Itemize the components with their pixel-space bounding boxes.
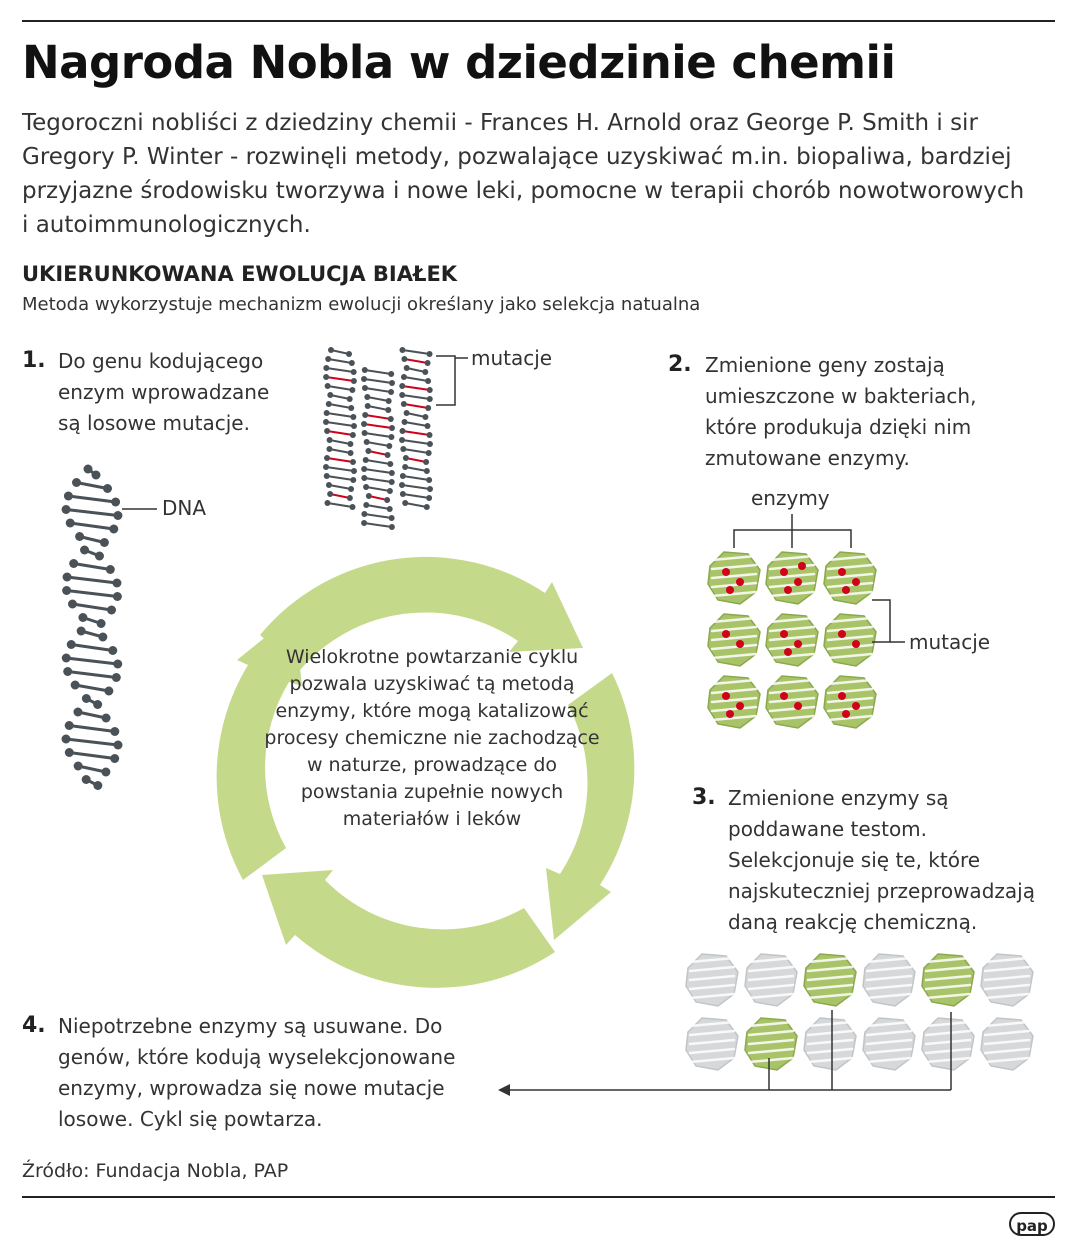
dna-mutation-rung (366, 493, 390, 503)
mutation-dot (838, 692, 846, 700)
step-1-number: 1. (22, 348, 46, 373)
step-4-text: Niepotrzebne enzymy są usuwane. Do genów, które kodują wyselekcjonowane enzymy, wprowadza się nowe mutacje losowe. Cykl się powtarza. (58, 1014, 456, 1131)
dna-rung (63, 667, 121, 682)
dna-rung (74, 762, 111, 777)
enzymes-bracket (734, 514, 851, 548)
dna-rung (73, 708, 110, 723)
discarded-enzyme (686, 1018, 738, 1070)
dna-mutation-rung (400, 428, 433, 438)
dna-rung (361, 475, 394, 485)
step-4-number: 4. (22, 1013, 46, 1038)
dna-rung (62, 586, 122, 601)
dna-rung (361, 511, 394, 521)
dna-rung (399, 392, 433, 402)
dna-rung (84, 465, 101, 480)
dna-rung (80, 546, 104, 561)
dna-mutation-rung (403, 455, 429, 465)
selected-enzymes-grid (686, 954, 1033, 1070)
discarded-enzyme (922, 1018, 974, 1070)
dna-rung (327, 392, 352, 402)
dna-rung (323, 464, 357, 474)
mutated-enzyme (766, 552, 818, 604)
mutated-enzyme (708, 614, 760, 666)
mutated-enzyme (824, 676, 876, 728)
mutation-dot (842, 710, 850, 718)
discarded-enzyme (863, 1018, 915, 1070)
mutation-dot (852, 640, 860, 648)
dna-rung (399, 347, 432, 357)
mutation-dot (780, 568, 788, 576)
mutation-dot (852, 702, 860, 710)
dna-rung (362, 367, 394, 377)
mutations-bracket-enzymes (872, 600, 905, 642)
mutation-dot (722, 630, 730, 638)
mutations-label-enzymes: mutacje (909, 630, 991, 654)
dna-rung (363, 484, 393, 494)
discarded-enzyme (804, 1018, 856, 1070)
dna-mutation-rung (362, 412, 394, 422)
dna-helix-large (62, 465, 123, 791)
dna-mutation-rung (361, 421, 395, 431)
mutation-dot (794, 702, 802, 710)
return-arrowhead (498, 1084, 510, 1096)
dna-rung (64, 492, 120, 507)
dna-rung (361, 466, 395, 476)
mutation-dot (726, 586, 734, 594)
mutated-dna-strand (399, 347, 433, 510)
mutated-enzymes-grid (708, 552, 876, 728)
dna-rung (323, 419, 357, 429)
dna-rung (325, 356, 355, 366)
step-3-text: Zmienione enzymy są poddawane testom. Selekcjonuje się te, które najskuteczniej przeprowadzają daną reakcję chemiczną. (728, 786, 1035, 934)
mutation-dot (784, 586, 792, 594)
dna-rung (363, 457, 394, 467)
mutation-dot (838, 568, 846, 576)
intro-text: Tegoroczni nobliści z dziedziny chemii - Frances H. Arnold oraz George P. Smith i sir Gregory P. Winter - rozwinęli metody, pozwalające uzyskiwać m.in. biopaliwa, bardziej przyjazne środowisku tworzywa i nowe leki, pomocne w terapii chorób nowotworowych i autoimmunologicznych. (22, 110, 1025, 238)
dna-rung (324, 473, 357, 483)
selected-enzyme (922, 954, 974, 1006)
cycle-arrow-bottom (262, 870, 555, 988)
dna-rung (65, 721, 120, 736)
dna-label: DNA (162, 496, 207, 520)
mutation-dot (842, 586, 850, 594)
mutation-dot (736, 578, 744, 586)
dna-mutation-rung (324, 455, 356, 465)
dna-rung (69, 559, 115, 574)
cycle-description: Wielokrotne powtarzanie cyklu pozwala uzyskiwać tą metodą enzymy, które mogą katalizować procesy chemiczne nie zachodzące w naturze, prowadzące do powstania zupełnie nowych materiałów i leków (264, 646, 600, 830)
mutated-enzyme (708, 676, 760, 728)
dna-rung (363, 502, 392, 512)
step-2-text: Zmienione geny zostają umieszczone w bakteriach, które produkuja dzięki nim zmutowane enzymy. (705, 353, 977, 470)
selected-enzyme (745, 1018, 797, 1070)
pap-logo: pap (1009, 1212, 1055, 1236)
dna-rung (364, 439, 393, 449)
discarded-enzyme (863, 954, 915, 1006)
dna-rung (66, 519, 119, 534)
dna-mutation-rung (399, 383, 433, 393)
dna-rung (361, 520, 395, 530)
dna-rung (325, 500, 356, 510)
mutation-dot (736, 702, 744, 710)
dna-rung (326, 401, 354, 411)
mutated-dna-strand (361, 367, 395, 530)
mutated-enzyme (824, 552, 876, 604)
dna-rung (399, 482, 433, 492)
step-2-number: 2. (668, 352, 692, 377)
discarded-enzyme (745, 954, 797, 1006)
dna-mutation-rung (365, 448, 390, 458)
source-credit: Źródło: Fundacja Nobla, PAP (22, 1160, 289, 1182)
dna-rung (401, 374, 431, 384)
dna-rung (78, 613, 105, 628)
dna-rung (362, 385, 394, 395)
dna-rung (65, 748, 119, 763)
mutation-dot (722, 692, 730, 700)
dna-rung (325, 383, 356, 393)
dna-rung (62, 505, 123, 520)
dna-rung (402, 419, 431, 429)
mutation-dot (852, 578, 860, 586)
dna-mutation-rung (401, 356, 430, 366)
dna-mutation-rung (327, 491, 353, 501)
dna-rung (323, 365, 356, 375)
section-subheading: Metoda wykorzystuje mechanizm ewolucji określany jako selekcja natualna (22, 294, 701, 315)
step-3-number: 3. (692, 785, 716, 810)
step-1-text: Do genu kodującego enzym wprowadzane są losowe mutacje. (58, 349, 270, 435)
mutation-dot (794, 578, 802, 586)
dna-rung (402, 500, 430, 510)
dna-rung (72, 478, 112, 493)
discarded-enzyme (981, 1018, 1033, 1070)
dna-rung (328, 347, 352, 357)
mutation-dot (736, 640, 744, 648)
mutated-enzyme (708, 552, 760, 604)
dna-rung (400, 491, 432, 501)
dna-rung (326, 482, 354, 492)
dna-rung (324, 410, 357, 420)
mutated-enzyme (766, 614, 818, 666)
dna-rung (62, 654, 122, 669)
dna-rung (62, 735, 123, 750)
mutation-dot (780, 692, 788, 700)
mutation-dot (722, 568, 730, 576)
dna-rung (82, 694, 102, 709)
mutated-enzyme (824, 614, 876, 666)
mutation-dot (838, 630, 846, 638)
dna-rung (77, 627, 108, 642)
discarded-enzyme (981, 954, 1033, 1006)
mutation-dot (784, 648, 792, 656)
dna-rung (82, 775, 103, 790)
mutation-dot (794, 640, 802, 648)
discarded-enzyme (686, 954, 738, 1006)
mutation-dot (726, 710, 734, 718)
dna-rung (399, 437, 433, 447)
dna-mutation-rung (323, 374, 357, 384)
dna-rung (404, 410, 429, 420)
dna-rung (364, 394, 391, 404)
mutated-enzyme (766, 676, 818, 728)
selected-enzyme (804, 954, 856, 1006)
dna-mutation-rung (401, 401, 431, 411)
mutations-bracket-top (436, 356, 468, 405)
dna-rung (67, 640, 118, 655)
dna-rung (361, 376, 395, 386)
dna-rung (365, 403, 392, 413)
dna-rung (327, 437, 354, 447)
bottom-rule (22, 1196, 1055, 1198)
section-heading: UKIERUNKOWANA EWOLUCJA BIAŁEK (22, 262, 458, 286)
mutation-dot (780, 630, 788, 638)
mutated-dna-strand (323, 347, 357, 510)
dna-mutation-rung (324, 428, 356, 438)
dna-rung (404, 365, 429, 375)
dna-rung (400, 446, 431, 456)
dna-rung (63, 573, 122, 588)
dna-rung (326, 446, 353, 456)
dna-rung (362, 430, 395, 440)
dna-rung (402, 464, 430, 474)
enzymes-label: enzymy (751, 486, 830, 510)
dna-rung (400, 473, 432, 483)
mutations-label-top: mutacje (471, 346, 553, 370)
page-title: Nagroda Nobla w dziedzinie chemii (22, 36, 896, 89)
dna-rung (75, 532, 109, 547)
mutation-dot (798, 562, 806, 570)
mutated-dna-strands (323, 347, 433, 530)
dna-rung (71, 681, 114, 696)
dna-rung (68, 600, 116, 615)
